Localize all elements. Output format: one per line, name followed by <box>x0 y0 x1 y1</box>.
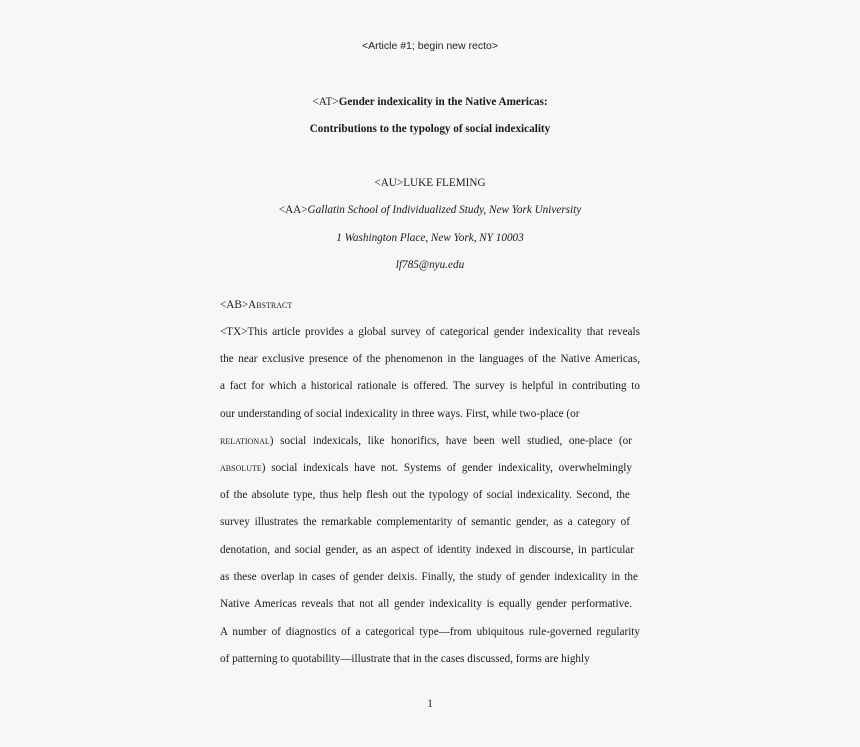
abstract-line-7: of the absolute type, thus help flesh out the typology of social indexicality. Second, the <box>220 489 630 501</box>
abstract-line-13: of patterning to quotability—illustrate that in the cases discussed, forms are highly <box>220 653 590 665</box>
abstract-line-8: survey illustrates the remarkable complementarity of semantic gender, as a category of <box>220 516 630 528</box>
abstract-line-10: as these overlap in cases of gender deixis. Finally, the study of gender indexicality in the <box>220 571 638 583</box>
term-relational: relational <box>220 435 270 447</box>
abstract-line-5: relational) social indexicals, like honorifics, have been well studied, one-place (or <box>220 435 632 447</box>
affiliation-address: 1 Washington Place, New York, NY 10003 <box>336 232 524 244</box>
abstract-heading-text: Abstract <box>248 299 293 311</box>
abstract-line-2: the near exclusive presence of the phenomenon in the languages of the Native Americas, <box>220 353 640 365</box>
text-tag: <TX> <box>220 326 248 338</box>
author-tag: <AU> <box>374 177 404 189</box>
author-line <box>0 176 860 190</box>
abstract-line-6: absolute) social indexicals have not. Systems of gender indexicality, overwhelmingly <box>220 462 632 474</box>
title-tag: <AT> <box>312 96 339 108</box>
abstract-line-12: A number of diagnostics of a categorical type—from ubiquitous rule-governed regularity <box>220 626 640 638</box>
abstract-line-4: our understanding of social indexicality in three ways. First, while two-place (or <box>220 408 580 420</box>
article-title-line-2: Contributions to the typology of social indexicality <box>309 123 551 135</box>
page-number: 1 <box>427 698 433 710</box>
abstract-line-1: <TX>This article provides a global survey of categorical gender indexicality that reveals <box>220 326 640 338</box>
abstract-tag: <AB> <box>220 299 249 311</box>
title-text-1: Gender indexicality in the Native Americas: <box>338 96 548 108</box>
abstract-line-11: Native Americas reveals that not all gender indexicality is equally gender performative. <box>220 598 632 610</box>
affiliation-institution: Gallatin School of Individualized Study, New York University <box>307 204 582 216</box>
abstract-line-9: denotation, and social gender, as an aspect of identity indexed in discourse, in particular <box>220 544 634 556</box>
author-email: lf785@nyu.edu <box>395 259 465 271</box>
term-absolute: absolute <box>220 462 262 474</box>
article-title-line-1 <box>0 95 860 109</box>
abstract-heading <box>220 298 292 312</box>
article-marker: <Article #1; begin new recto> <box>362 40 498 52</box>
affiliation-tag: <AA> <box>278 204 308 216</box>
author-name: LUKE FLEMING <box>403 177 486 189</box>
affiliation-line-1 <box>0 203 860 217</box>
abstract-line-3: a fact for which a historical rationale is offered. The survey is helpful in contributing to <box>220 380 640 392</box>
